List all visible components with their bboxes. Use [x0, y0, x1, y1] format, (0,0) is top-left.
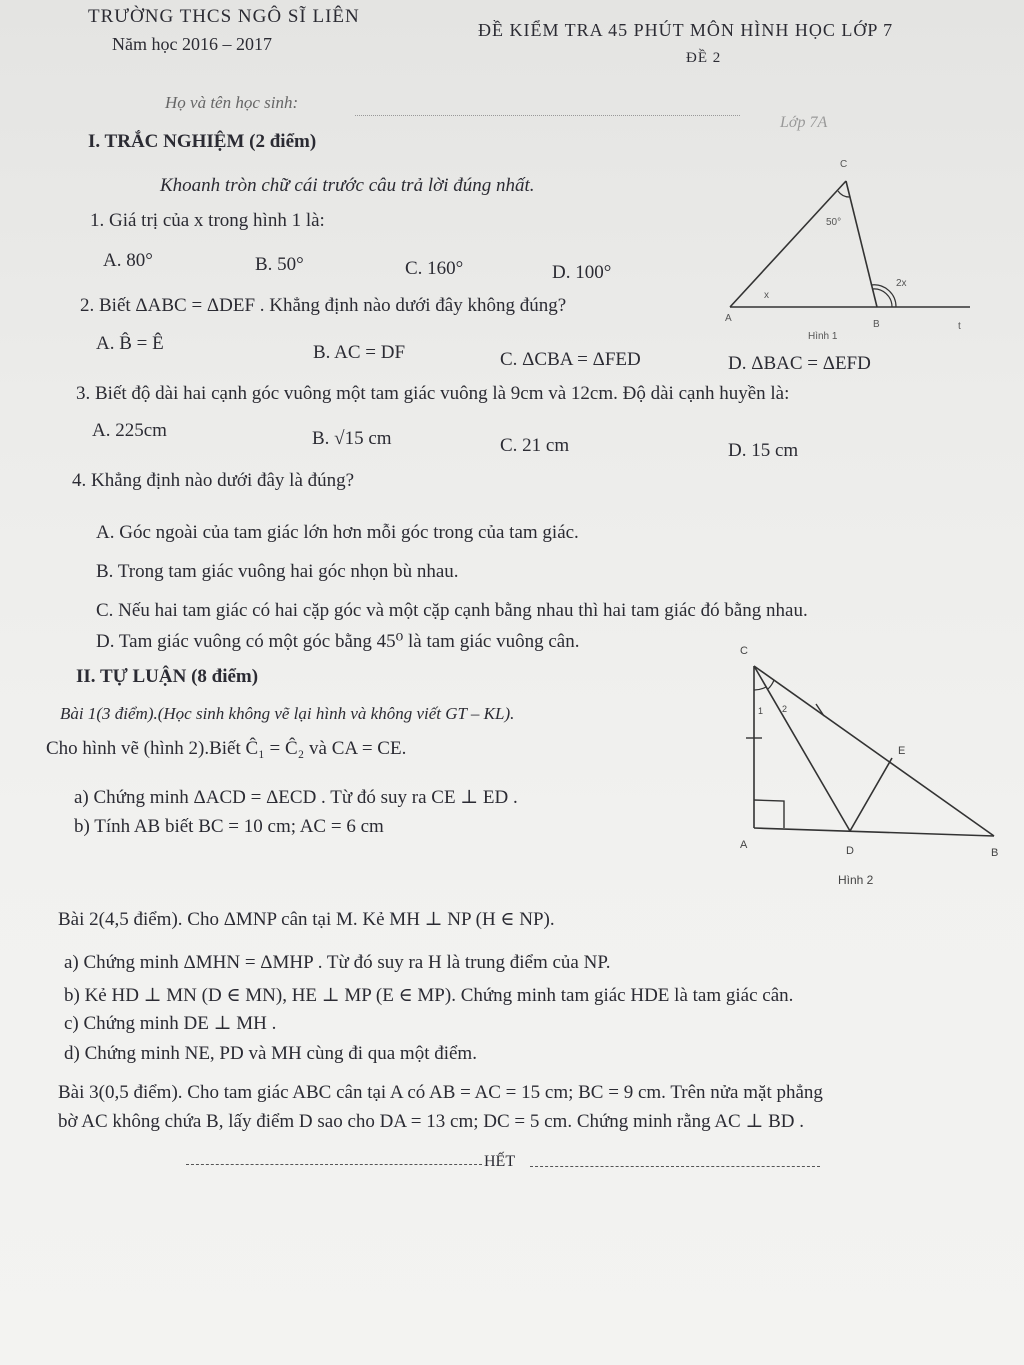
fig1-angle-a: x [764, 290, 769, 301]
fig2-label-d: D [846, 845, 854, 857]
fig2-right-angle-mark [754, 800, 784, 828]
school-year: Năm học 2016 – 2017 [112, 34, 272, 54]
fig2-angle1-arc [754, 687, 766, 690]
fig2-angle2: 2 [782, 704, 788, 714]
q4-option-a: A. Góc ngoài của tam giác lớn hơn mỗi góc trong của tam giác. [96, 522, 579, 543]
fig2-side-cb [754, 666, 994, 836]
fig1-side-ac [730, 181, 846, 307]
fig2-label-e: E [898, 745, 906, 757]
q1-option-a: A. 80° [103, 250, 153, 271]
bai2-part-b: b) Kẻ HD ⊥ MN (D ∈ MN), HE ⊥ MP (E ∈ MP). Chứng minh tam giác HDE là tam giác cân. [64, 985, 794, 1006]
fig2-segment-de [850, 758, 892, 831]
end-line-right [530, 1166, 820, 1167]
bai1-heading: Bài 1(3 điểm).(Học sinh không vẽ lại hình và không viết GT – KL). [60, 704, 515, 723]
end-line-left [186, 1164, 482, 1165]
class-label: Lớp 7A [780, 114, 828, 131]
fig2-label-c: C [740, 645, 748, 657]
bai1-given: Cho hình vẽ (hình 2).Biết Ĉ₁ = Ĉ₂ và CA = CE. [46, 738, 407, 759]
part2-title: II. TỰ LUẬN (8 điểm) [76, 666, 259, 687]
q2-option-c: C. ΔCBA = ΔFED [500, 349, 641, 370]
q4-option-d: D. Tam giác vuông có một góc bằng 45⁰ là tam giác vuông cân. [96, 631, 580, 652]
fig1-caption: Hình 1 [808, 331, 838, 342]
bai2-heading: Bài 2(4,5 điểm). Cho ΔMNP cân tại M. Kẻ MH ⊥ NP (H ∈ NP). [58, 909, 555, 930]
q3-option-b: B. √15 cm [312, 428, 392, 449]
student-name-line [355, 115, 740, 116]
q3-option-d: D. 15 cm [728, 440, 799, 461]
school-name: TRƯỜNG THCS NGÔ SĨ LIÊN [88, 6, 360, 27]
q4-option-b: B. Trong tam giác vuông hai góc nhọn bù nhau. [96, 561, 459, 582]
bai1-part-a: a) Chứng minh ΔACD = ΔECD . Từ đó suy ra CE ⊥ ED . [74, 787, 518, 808]
fig2-caption: Hình 2 [838, 873, 874, 887]
fig2-angle1: 1 [758, 706, 764, 716]
bai3-line2: bờ AC không chứa B, lấy điểm D sao cho DA = 13 cm; DC = 5 cm. Chứng minh rằng AC ⊥ BD . [58, 1111, 804, 1132]
fig1-angle-ext: 2x [896, 278, 907, 289]
q1-option-b: B. 50° [255, 254, 304, 275]
q3-option-a: A. 225cm [92, 420, 167, 441]
fig1-label-b: B [873, 319, 880, 330]
end-marker: HẾT [484, 1153, 516, 1170]
q2-option-b: B. AC = DF [313, 342, 406, 363]
fig2-side-ab [754, 828, 994, 836]
bai1-part-b: b) Tính AB biết BC = 10 cm; AC = 6 cm [74, 816, 384, 837]
fig1-side-cb [846, 181, 877, 307]
fig2-angle2-arc [768, 680, 774, 689]
q2-text: 2. Biết ΔABC = ΔDEF . Khẳng định nào dưới đây không đúng? [80, 295, 567, 316]
bai3-line1: Bài 3(0,5 điểm). Cho tam giác ABC cân tại A có AB = AC = 15 cm; BC = 9 cm. Trên nửa mặt phẳng [58, 1082, 823, 1103]
q1-text: 1. Giá trị của x trong hình 1 là: [90, 210, 325, 231]
fig1-label-a: A [725, 313, 732, 324]
q3-text: 3. Biết độ dài hai cạnh góc vuông một tam giác vuông là 9cm và 12cm. Độ dài cạnh huyền là: [76, 383, 790, 404]
bai2-part-d: d) Chứng minh NE, PD và MH cùng đi qua một điểm. [64, 1043, 477, 1064]
figure-2 [730, 640, 1020, 900]
fig2-label-a: A [740, 839, 748, 851]
q4-option-c: C. Nếu hai tam giác có hai cặp góc và một cặp cạnh bằng nhau thì hai tam giác đó bằng nhau. [96, 600, 808, 621]
part1-instruction: Khoanh tròn chữ cái trước câu trả lời đúng nhất. [160, 175, 535, 196]
bai2-part-c: c) Chứng minh DE ⊥ MH . [64, 1013, 277, 1034]
fig1-label-t: t [958, 321, 961, 332]
q2-option-d: D. ΔBAC = ΔEFD [728, 353, 871, 374]
q3-option-c: C. 21 cm [500, 435, 570, 456]
q1-option-c: C. 160° [405, 258, 464, 279]
exam-code: ĐỀ 2 [686, 50, 722, 66]
q1-option-d: D. 100° [552, 262, 612, 283]
fig1-angle-c: 50° [826, 217, 842, 228]
part1-title: I. TRẮC NGHIỆM (2 điểm) [88, 131, 317, 152]
exam-title: ĐỀ KIỂM TRA 45 PHÚT MÔN HÌNH HỌC LỚP 7 [478, 20, 894, 40]
figure-1 [720, 155, 980, 345]
q4-text: 4. Khẳng định nào dưới đây là đúng? [72, 470, 355, 491]
q2-option-a: A. B̂ = Ê [96, 333, 164, 354]
fig2-label-b: B [991, 847, 999, 859]
bai2-part-a: a) Chứng minh ΔMHN = ΔMHP . Từ đó suy ra H là trung điểm của NP. [64, 952, 611, 973]
fig1-label-c: C [840, 159, 848, 170]
student-name-label: Họ và tên học sinh: [165, 93, 299, 112]
fig2-segment-cd [754, 666, 850, 831]
